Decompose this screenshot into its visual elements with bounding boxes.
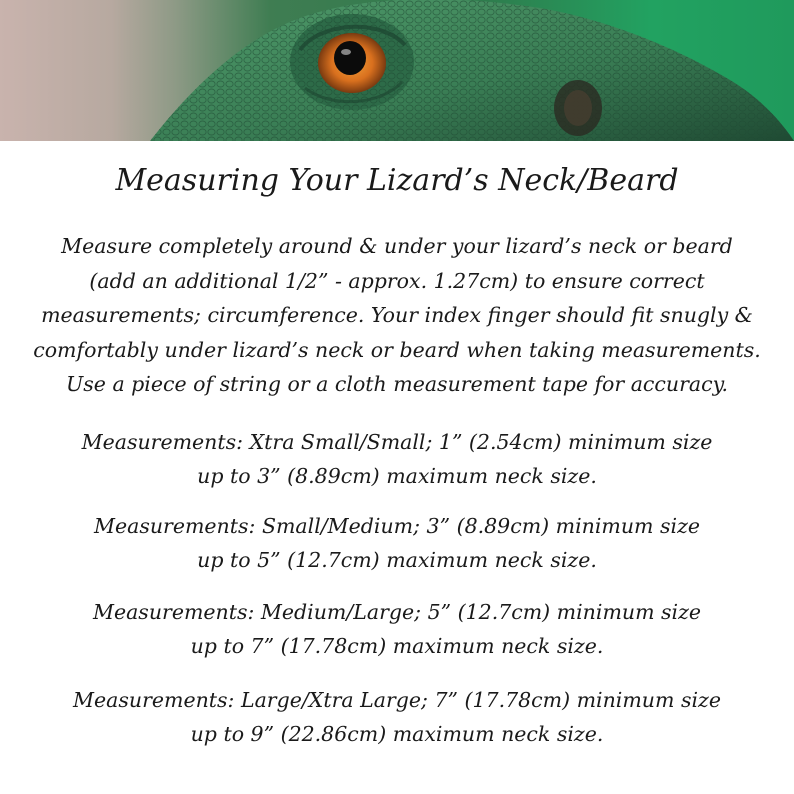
instruction-line: comfortably under lizard’s neck or beard when taking measurements. [33, 337, 761, 362]
measuring-instructions [20, 229, 774, 402]
page-title: Measuring Your Lizard’s Neck/Beard [115, 163, 679, 198]
size-range-line: Measurements: Xtra Small/Small; 1” (2.54cm) minimum size [81, 430, 713, 454]
instruction-line: (add an additional 1/2” - approx. 1.27cm) to ensure correct [89, 268, 705, 293]
lizard-photo-banner [0, 0, 794, 141]
size-medium-large [0, 595, 794, 663]
instruction-line: Measure completely around & under your lizard’s neck or beard [61, 234, 733, 258]
size-range-line: Measurements: Medium/Large; 5” (12.7cm) minimum size [92, 600, 702, 624]
size-range-line: Measurements: Small/Medium; 3” (8.89cm) minimum size [93, 514, 701, 538]
instruction-line: measurements; circumference. Your index finger should fit snugly & [41, 303, 753, 327]
lizard-eye-image [0, 0, 794, 141]
size-max-line: up to 7” (17.78cm) maximum neck size. [190, 634, 604, 658]
size-small-medium [0, 509, 794, 577]
size-max-line: up to 3” (8.89cm) maximum neck size. [197, 464, 597, 488]
size-large-xtra-large [0, 683, 794, 751]
instruction-line: Use a piece of string or a cloth measurement tape for accuracy. [66, 372, 728, 396]
size-xtra-small-small [0, 425, 794, 493]
lizard-eye-pupil [334, 41, 366, 75]
measuring-guide [0, 141, 794, 794]
size-range-line: Measurements: Large/Xtra Large; 7” (17.78cm) minimum size [73, 688, 721, 712]
size-max-line: up to 9” (22.86cm) maximum neck size. [190, 722, 604, 746]
size-max-line: up to 5” (12.7cm) maximum neck size. [197, 548, 597, 572]
